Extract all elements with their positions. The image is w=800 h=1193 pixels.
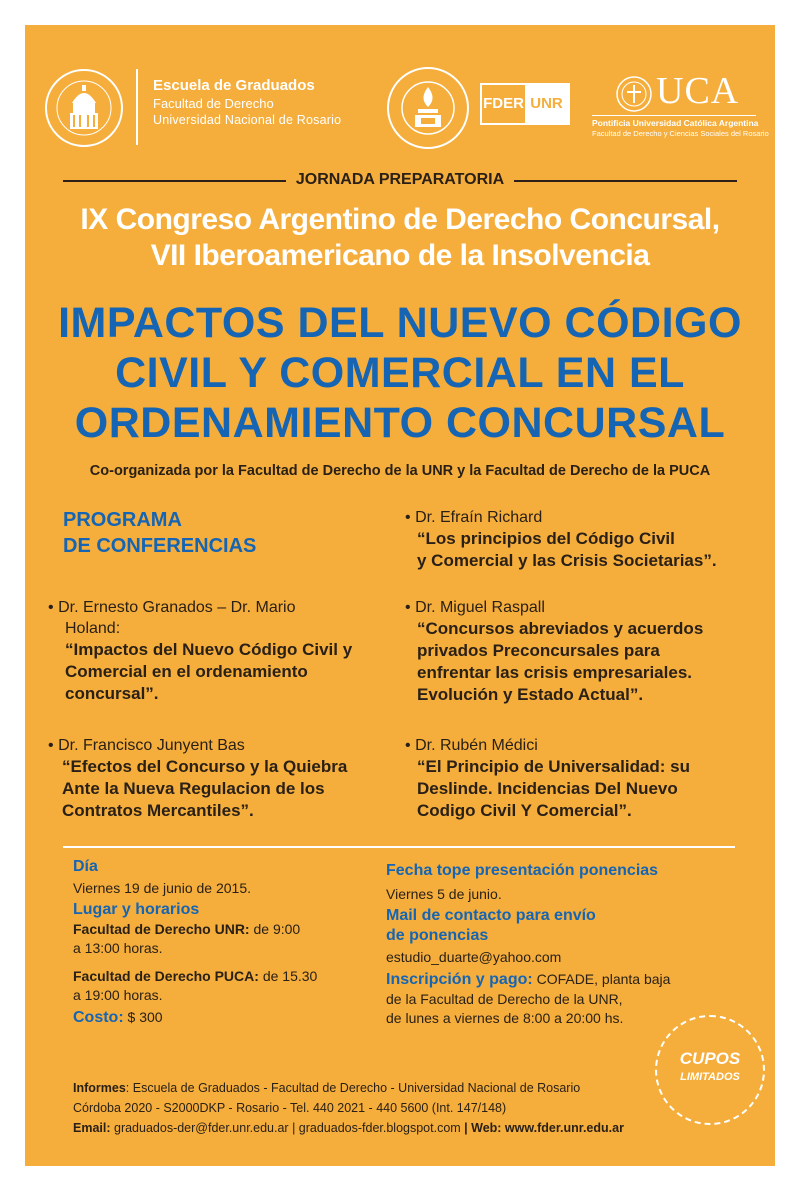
header-divider [136,69,138,145]
conference-speaker [48,735,393,756]
talk-line3: concursal”. [65,684,159,703]
footer-contact [73,1118,693,1138]
talk-line1: “Concursos abreviados y acuerdos [417,619,704,638]
unr-time-end: a 13:00 horas. [73,940,163,956]
fder-unr-logo [480,83,570,125]
fecha-label: Fecha tope presentación ponencias [386,862,659,879]
puca-location: Facultad de Derecho PUCA: [73,968,259,984]
talk-line4: Evolución y Estado Actual”. [417,685,644,704]
mail-label-line2: de ponencias [386,927,489,944]
unr-seal-icon [385,65,471,151]
dia-value: Viernes 19 de junio de 2015. [73,880,251,896]
inscripcion-line1: COFADE, planta baja [532,971,671,987]
speaker-line1: Dr. Ernesto Granados – Dr. Mario [58,599,296,616]
talk-line1: “El Principio de Universalidad: su [417,757,691,776]
talk-line3: Codigo Civil Y Comercial”. [417,801,632,820]
conference-item [405,735,755,822]
conference-item [405,597,755,706]
jornada-preparatoria: JORNADA PREPARATORIA [295,171,505,188]
inscripcion-line2: de la Facultad de Derecho de la UNR, [386,991,623,1007]
congreso-line1: IX Congreso Argentino de Derecho Concursal, [80,203,720,236]
speaker-line1: Dr. Miguel Raspall [415,599,545,616]
facultad-seal-icon [43,67,125,149]
talk-line3: enfrentar las crisis empresariales. [417,663,692,682]
footer-address: Córdoba 2020 - S2000DKP - Rosario - Tel. 440 2021 - 440 5600 (Int. 147/148) [73,1101,507,1115]
talk-line1: “Los principios del Código Civil [417,529,675,548]
impactos-line1: IMPACTOS DEL NUEVO CÓDIGO [58,299,742,347]
uca-logo [590,70,769,141]
bullet: • [48,599,54,616]
talk-line3: Contratos Mercantiles”. [62,801,254,820]
poster [25,25,775,1166]
fder-label: FDER [483,95,524,112]
web-label: | Web: www.fder.unr.edu.ar [464,1121,624,1135]
speaker-line1: Dr. Francisco Junyent Bas [58,737,245,754]
fecha-value: Viernes 5 de junio. [386,886,502,902]
conference-item [48,597,393,705]
inscripcion-line3: de lunes a viernes de 8:00 a 20:00 hs. [386,1010,624,1026]
talk-line1: “Efectos del Concurso y la Quiebra [62,757,348,776]
footer-informes [73,1078,693,1098]
inscripcion-label: Inscripción y pago: [386,971,533,988]
programa-line2: DE CONFERENCIAS [63,535,257,557]
congreso-line2: VII Iberoamericano de la Insolvencia [150,239,650,272]
escuela-line3: Universidad Nacional de Rosario [153,113,342,127]
informes-text: : Escuela de Graduados - Facultad de Derecho - Universidad Nacional de Rosario [125,1081,581,1095]
speaker-line2: Holand: [65,620,121,637]
uca-label: UCA [656,70,740,112]
talk-line2: y Comercial y las Crisis Societarias”. [417,551,717,570]
puca-time-end: a 19:00 horas. [73,987,163,1003]
speaker-line1: Dr. Rubén Médici [415,737,538,754]
bullet: • [405,509,411,526]
uca-rule [592,115,756,116]
lugar-label: Lugar y horarios [73,901,200,918]
informes-label: Informes [73,1081,126,1095]
bullet: • [405,599,411,616]
conference-speaker [405,597,755,618]
talk-line1: “Impactos del Nuevo Código Civil y [65,640,353,659]
info-left [73,857,373,1028]
escuela-graduados-block [153,77,383,129]
uca-seal-icon [614,74,654,114]
conference-speaker [405,735,755,756]
jornada-line-right [514,180,737,182]
talk-line2: Comercial en el ordenamiento [65,662,308,681]
unr-label: UNR [525,85,568,123]
speaker-line1: Dr. Efraín Richard [415,509,543,526]
conference-speaker [48,597,393,618]
escuela-line1: Escuela de Graduados [153,77,315,94]
conference-speaker [405,507,755,528]
conference-item [48,735,393,822]
section-divider [63,846,735,848]
dia-label: Día [73,858,98,875]
mail-value: estudio_duarte@yahoo.com [386,949,562,965]
email-text: graduados-der@fder.unr.edu.ar | graduados-fder.blogspot.com [110,1121,465,1135]
unr-time: de 9:00 [249,921,301,937]
inscripcion-row [386,970,726,990]
impactos-line2: CIVIL Y COMERCIAL EN EL [115,349,685,397]
coorganizada-text: Co-organizada por la Facultad de Derecho de la UNR y la Facultad de Derecho de la PUCA [89,463,711,479]
puca-schedule [73,967,373,986]
unr-location: Facultad de Derecho UNR: [73,921,250,937]
talk-line2: Ante la Nueva Regulacion de los [62,779,325,798]
footer [73,1078,693,1138]
conference-item [405,507,755,572]
bullet: • [405,737,411,754]
costo-value: $ 300 [123,1009,163,1025]
jornada-line-left [63,180,286,182]
impactos-line3: ORDENAMIENTO CONCURSAL [74,399,726,447]
costo-row [73,1008,373,1028]
mail-label-line1: Mail de contacto para envío [386,907,596,924]
seal-unr [385,65,471,151]
programa-line1: PROGRAMA [63,509,182,531]
seal-facultad-derecho [43,67,125,149]
info-right [386,861,726,1028]
unr-schedule [73,920,373,939]
escuela-line2: Facultad de Derecho [153,96,274,111]
talk-line2: privados Preconcursales para [417,641,660,660]
cupos-line1: CUPOS [679,1049,741,1068]
cupos-line2: LIMITADOS [680,1071,740,1083]
talk-line2: Deslinde. Incidencias Del Nuevo [417,779,678,798]
programa-heading [63,507,256,559]
email-label: Email: [73,1121,111,1135]
costo-label: Costo: [73,1009,124,1026]
bullet: • [48,737,54,754]
uca-line2: Facultad de Derecho y Ciencias Sociales del Rosario [592,129,769,138]
uca-line1: Pontificia Universidad Católica Argentina [592,118,759,128]
puca-time: de 15.30 [258,968,318,984]
